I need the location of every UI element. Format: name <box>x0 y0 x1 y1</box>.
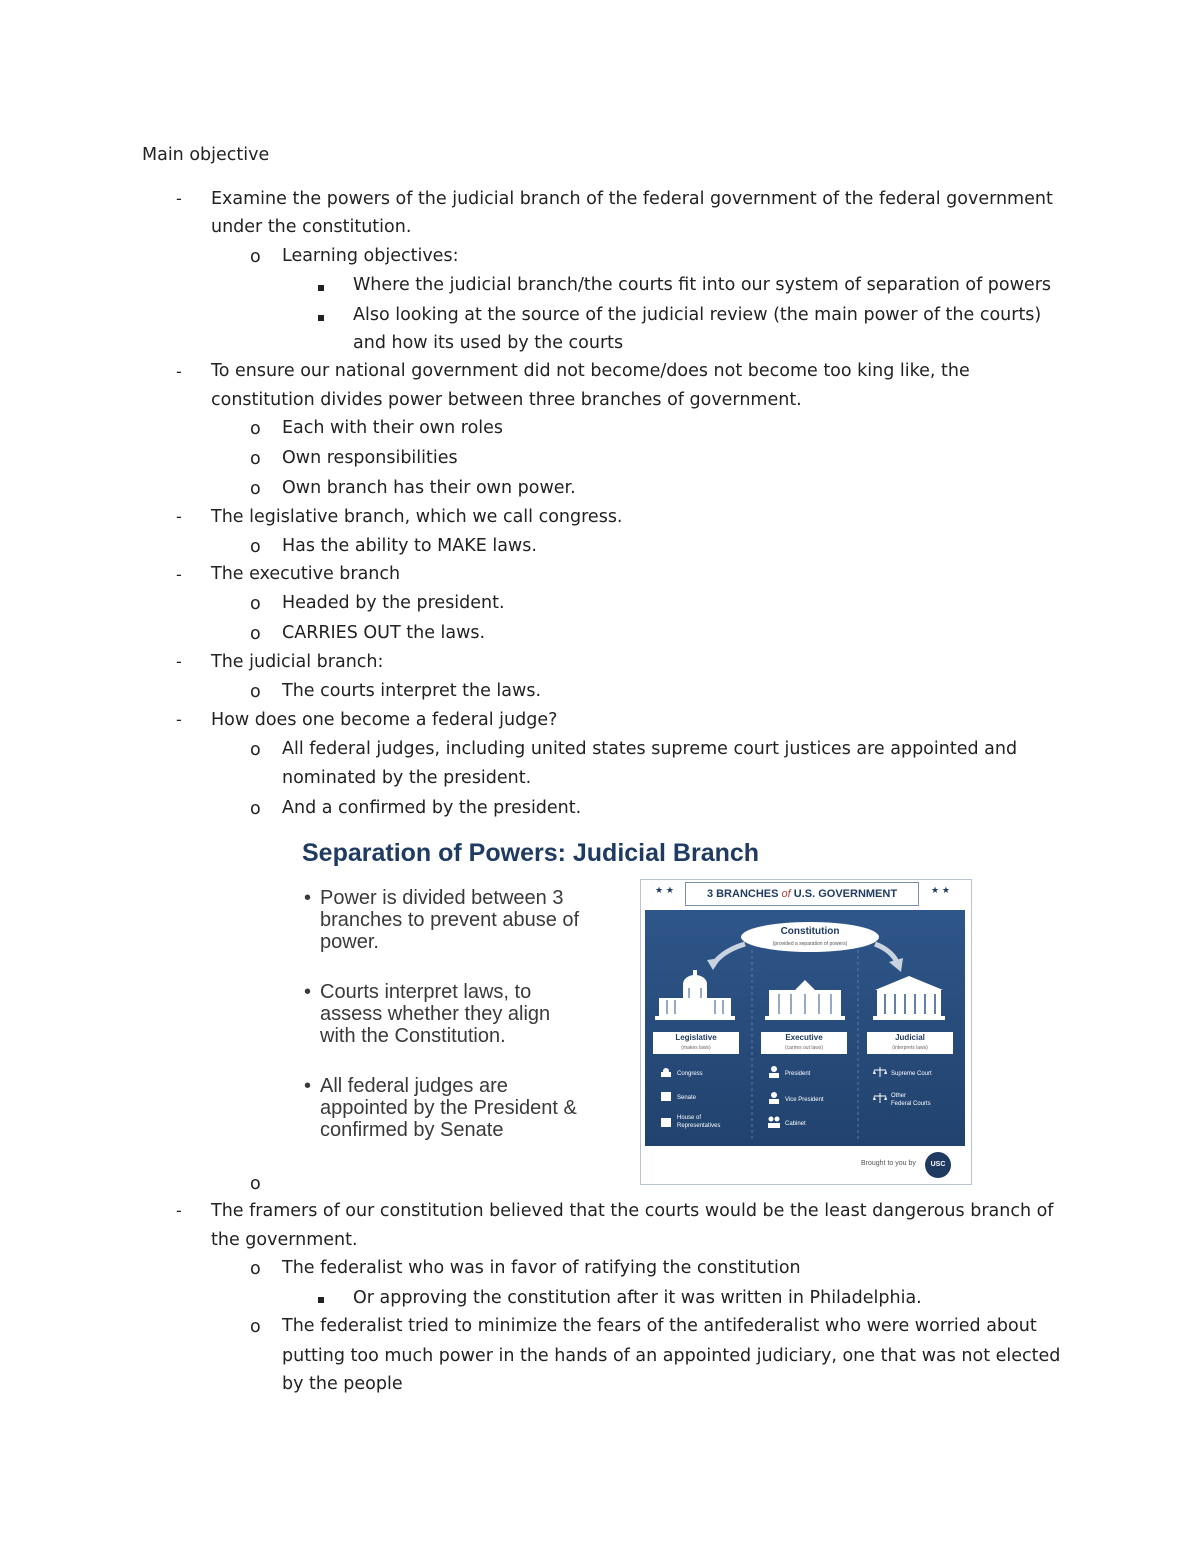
circle-marker: o <box>250 740 261 760</box>
note-line: nominated by the president. <box>282 768 532 788</box>
person-icon <box>767 1092 781 1104</box>
note-line: the government. <box>211 1230 358 1250</box>
brought-to-you-by: Brought to you by <box>861 1160 916 1167</box>
branch-item: House of <box>677 1115 702 1121</box>
branch-item: Representatives <box>677 1123 721 1129</box>
note-line: Headed by the president. <box>282 593 505 613</box>
note-line: How does one become a federal judge? <box>211 710 558 730</box>
infographic-panel <box>645 910 965 1146</box>
usc-logo: USC <box>925 1152 951 1178</box>
note-line: under the constitution. <box>211 217 412 237</box>
circle-marker: o <box>250 449 261 469</box>
star-icon: ★ ★ <box>931 886 950 896</box>
circle-marker: o <box>250 594 261 614</box>
circle-marker: o <box>250 624 261 644</box>
circle-marker: o <box>250 1317 261 1337</box>
page-heading: Main objective <box>142 145 270 165</box>
note-line: To ensure our national government did not become/does not become too king like, the <box>211 361 970 381</box>
square-bullet-icon <box>318 304 324 328</box>
branch-card-executive: Executive (carries out laws) <box>761 1032 847 1054</box>
branch-item: Federal Courts <box>891 1101 931 1107</box>
branch-item: Congress <box>677 1071 703 1077</box>
circle-marker: o <box>250 479 261 499</box>
note-line: and how its used by the courts <box>353 333 624 353</box>
circle-marker: o <box>250 682 261 702</box>
circle-marker: o <box>250 799 261 819</box>
dash-marker: - <box>176 507 182 526</box>
embedded-slide: Separation of Powers: Judicial Branch • Power is divided between 3 branches to prevent abuse of power. • Courts interpret laws, to assess whether they align with the Constitution. • All federal judges are appointed by the President & confirmed by Senate ★ ★ 3 BRANCHES of U.S. GOVERNMENT ★ ★ Constitution (provided a separation of powers) Legislative (makes laws) Executive (carries out laws) Judicial (interprets laws) Congress Senate House of Representatives President Vice President Cabinet Supreme Court Other Federal Courts Brought to you by USC <box>288 835 978 1187</box>
circle-marker: o <box>250 247 261 267</box>
circle-marker: o <box>250 1259 261 1279</box>
branch-item: President <box>785 1071 811 1077</box>
capitol-icon <box>659 1066 673 1078</box>
branch-card-legislative: Legislative (makes laws) <box>653 1032 739 1054</box>
group-icon <box>767 1116 781 1128</box>
building-icon <box>659 1116 673 1128</box>
note-line: Has the ability to MAKE laws. <box>282 536 537 556</box>
branch-card-judicial: Judicial (interprets laws) <box>867 1032 953 1054</box>
dash-marker: - <box>176 189 182 208</box>
note-line: The executive branch <box>211 564 401 584</box>
dash-marker: - <box>176 1201 182 1220</box>
dash-marker: - <box>176 710 182 729</box>
note-line: The framers of our constitution believed that the courts would be the least dangerous branch of <box>211 1201 1054 1221</box>
star-icon: ★ ★ <box>655 886 674 896</box>
constitution-badge: Constitution (provided a separation of powers) <box>741 922 879 952</box>
circle-marker: o <box>250 419 261 439</box>
note-line: Own responsibilities <box>282 448 458 468</box>
branches-infographic <box>640 879 972 1185</box>
dash-marker: - <box>176 362 182 381</box>
dash-marker: - <box>176 565 182 584</box>
note-line: Each with their own roles <box>282 418 504 438</box>
infographic-banner: 3 BRANCHES of U.S. GOVERNMENT <box>685 882 919 906</box>
note-line: putting too much power in the hands of an appointed judiciary, one that was not elected <box>282 1346 1061 1366</box>
scales-icon <box>873 1092 887 1104</box>
square-bullet-icon <box>318 1286 324 1310</box>
circle-marker: o <box>250 537 261 557</box>
note-line: The federalist tried to minimize the fears of the antifederalist who were worried about <box>282 1316 1037 1336</box>
branch-item: Other <box>891 1093 907 1099</box>
circle-marker: o <box>250 1174 261 1194</box>
square-bullet-icon <box>318 274 324 298</box>
note-line: Also looking at the source of the judicial review (the main power of the courts) <box>353 305 1042 325</box>
note-line: constitution divides power between three branches of government. <box>211 390 802 410</box>
scales-icon <box>873 1066 887 1078</box>
note-line: The legislative branch, which we call congress. <box>211 507 623 527</box>
building-icon <box>659 1090 673 1102</box>
branch-item: Vice President <box>785 1097 824 1103</box>
note-line: Or approving the constitution after it was written in Philadelphia. <box>353 1288 922 1308</box>
note-line: Own branch has their own power. <box>282 478 576 498</box>
note-line: All federal judges, including united states supreme court justices are appointed and <box>282 739 1018 759</box>
note-line: by the people <box>282 1374 403 1394</box>
note-line: The courts interpret the laws. <box>282 681 542 701</box>
branch-item: Senate <box>677 1095 697 1101</box>
slide-title: Separation of Powers: Judicial Branch <box>302 839 760 867</box>
note-line: The federalist who was in favor of ratifying the constitution <box>282 1258 801 1278</box>
note-line: The judicial branch: <box>211 652 384 672</box>
note-line: Examine the powers of the judicial branch of the federal government of the federal government <box>211 189 1053 209</box>
dash-marker: - <box>176 652 182 671</box>
branch-item: Cabinet <box>785 1121 806 1127</box>
note-line: CARRIES OUT the laws. <box>282 623 486 643</box>
note-line: Where the judicial branch/the courts fit into our system of separation of powers <box>353 275 1052 295</box>
note-line: And a confirmed by the president. <box>282 798 582 818</box>
person-icon <box>767 1066 781 1078</box>
branch-item: Supreme Court <box>891 1071 932 1077</box>
note-line: Learning objectives: <box>282 246 459 266</box>
